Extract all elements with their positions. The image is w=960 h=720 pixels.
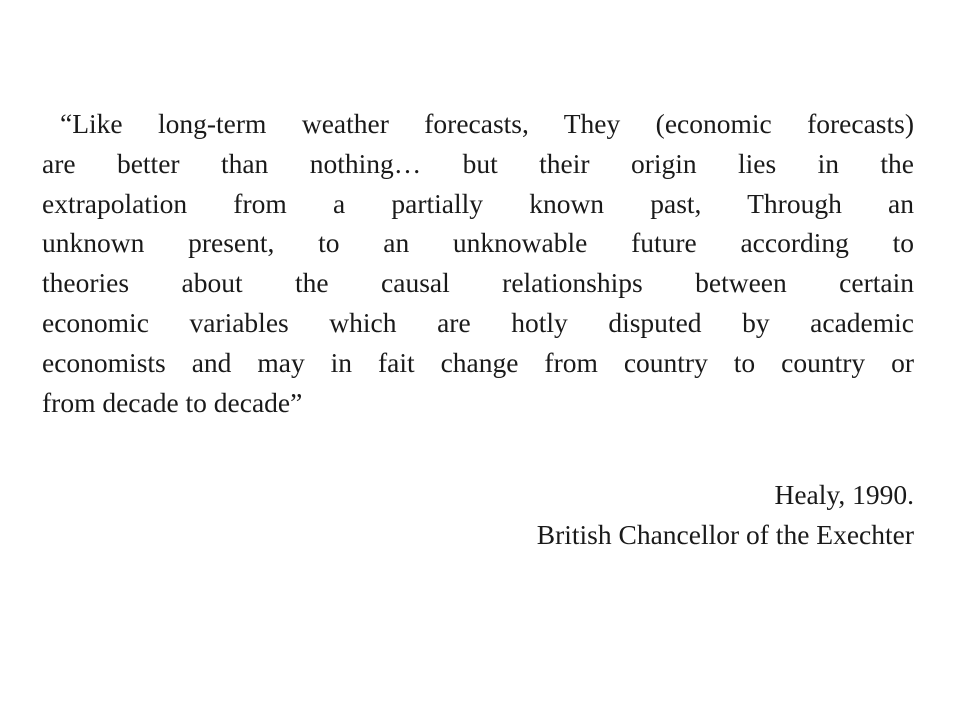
quote-line: economic variables which are hotly disputed by academic — [42, 306, 914, 338]
attribution-role: British Chancellor of the Exechter — [536, 519, 914, 550]
quote-line: extrapolation from a partially known past, Through an — [42, 187, 914, 219]
quote-line: theories about the causal relationships between certain — [42, 267, 914, 299]
quote-text — [42, 104, 914, 422]
quote-line: unknown present, to an unknowable future according to — [42, 227, 914, 259]
quote-line: “Like long-term weather forecasts, They (economic forecasts) — [60, 108, 914, 139]
quote-line: from decade to decade” — [42, 386, 303, 418]
quote-line: economists and may in fait change from country to country or — [42, 346, 914, 378]
attribution-author-year: Healy, 1990. — [774, 479, 914, 510]
quote-line: are better than nothing… but their origin lies in the — [42, 147, 914, 179]
quote-attribution — [537, 475, 914, 555]
